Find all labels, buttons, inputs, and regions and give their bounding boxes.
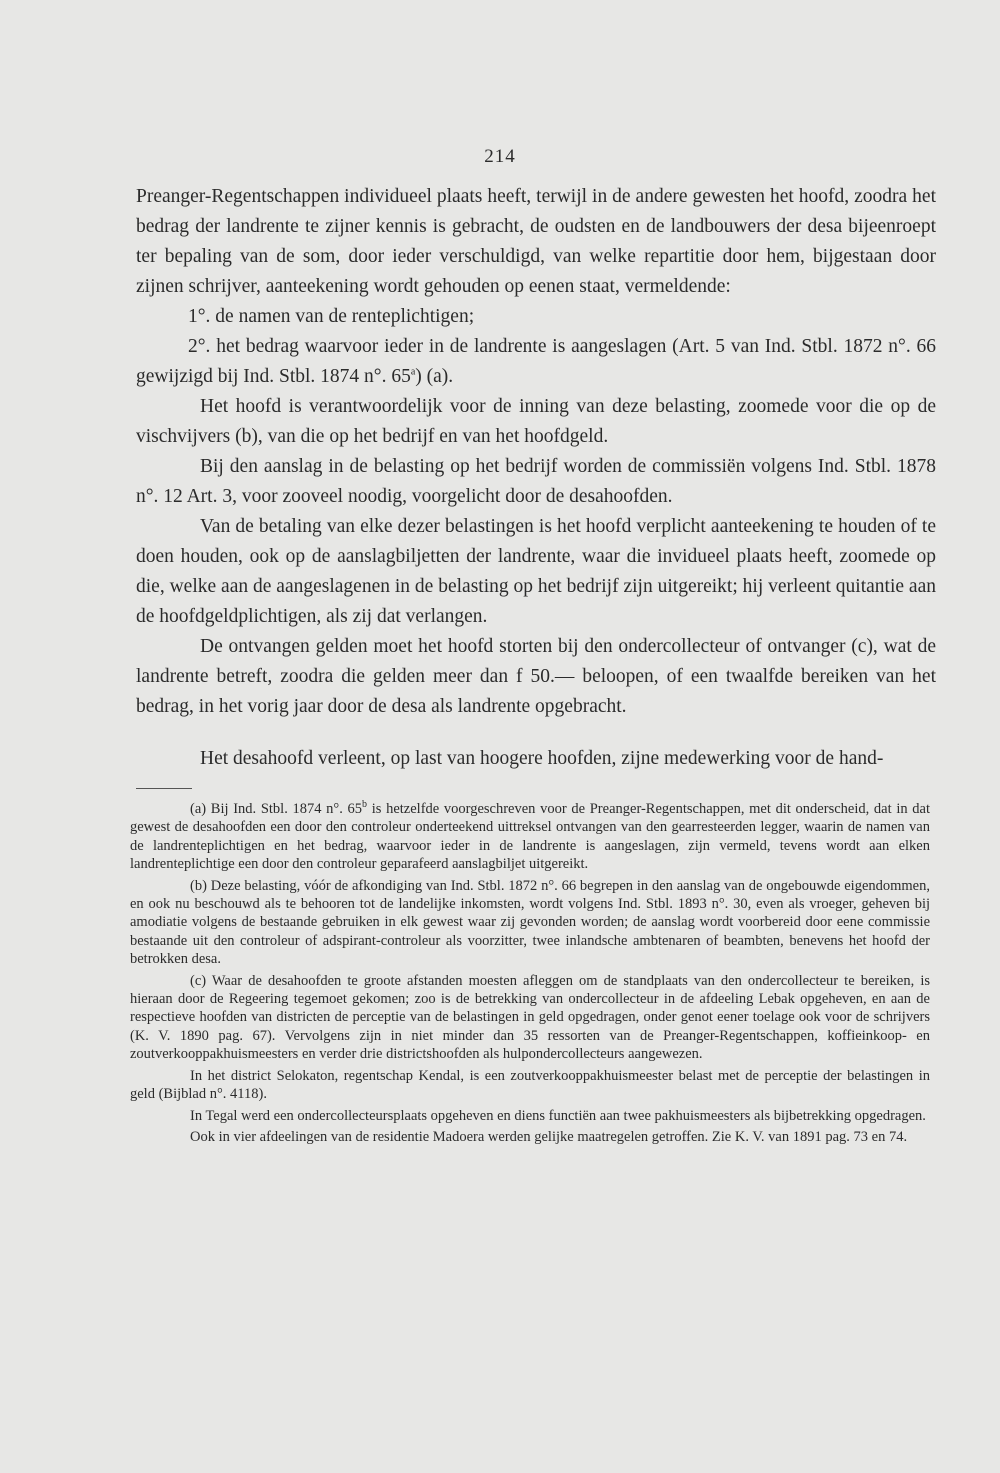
superscript: b [362,799,368,811]
paragraph-1: Preanger-Regentschappen individueel plaats heeft, terwijl in de andere gewesten het hoofd, zoodra het bedrag der landrente te zijner kennis is gebracht, de oudsten en de landbouwers der desa bijeenroept ter bepaling van de som, door ieder verschuldigd, van welke repartitie door hem, bijgestaan door zijnen schrijver, aanteekening wordt gehouden op eenen staat, vermeldende: [136,186,936,297]
footnote-f: Ook in vier afdeelingen van de residentie Madoera werden gelijke maatregelen getroffen. Zie K. V. van 1891 pag. 73 en 74. [190,1128,908,1145]
list-item-1: 1°. de namen van de renteplichtigen; [188,306,475,327]
lower-text [136,744,936,774]
list-item-2 [136,332,936,392]
page-number: 214 [484,146,516,167]
footnote-rule [136,788,192,789]
list-item-2-text: 2°. het bedrag waarvoor ieder in de landrente is aangeslagen (Art. 5 van Ind. Stbl. 1872 n°. 66 gewijzigd bij Ind. Stbl. 1874 n°. 65 [136,336,936,387]
list-item-2-end: ) (a). [415,366,454,387]
footnote-c: (c) Waar de desahoofden te groote afstanden moesten afleggen om de standplaats van den ondercollecteur te bereiken, is hieraan door de Regeering tegemoet gekomen; zoo is de betrekking van ondercollecteur in de afdeeling Lebak opgeheven, en aan de respectieve hoofden van districten de perceptie van de belastingen in geld opgedragen, onder genot eener toelage ook voor de schrijvers (K. V. 1890 pag. 67). Vervolgens zijn in niet minder dan 35 ressorten van de Preanger-Regentschappen, koffieinkoop- en zoutverkooppakhuismeesters en verder drie districtshoofden als hulpondercollecteurs aangewezen. [130,972,930,1063]
footnote-a [130,800,930,874]
footnote-a-text: (a) Bij Ind. Stbl. 1874 n°. 65 [190,801,363,817]
footnote-e: In Tegal werd een ondercollecteursplaats opgeheven en diens functiën aan twee pakhuismeesters als bijbetrekking opgedragen. [190,1107,926,1124]
footnotes [130,800,930,1146]
footnote-b: (b) Deze belasting, vóór de afkondiging van Ind. Stbl. 1872 n°. 66 begrepen in den aanslag van de ongebouwde eigendommen, en ook nu beschouwd als te behooren tot de landelijke inkomsten, wordt volgens Ind. Stbl. 1893 n°. 30, even als vroeger, geheven bij amodiatie volgens de bestaande gebruiken in elk gewest waar zij gevonden worden; de aanslag wordt voorbereid door eene commissie bestaande uit den controleur of adspirant-controleur als voorzitter, twee inlandsche ambtenaren of beambten, benevens het hoofd der betrokken desa. [130,877,930,968]
footnote-a-rest: is hetzelfde voorgeschreven voor de Preanger-Regentschappen, met dit onderscheid, dat in dat gewest de desahoofden een door den controleur onderteekend uittreksel ontvangen van den gearresteerden legger, waarin de namen van de landrenteplichtigen en het bedrag, waarvoor ieder in de landrente is aangeslagen, zijn vermeld, tevens wordt aan elken landrenteplichtige een door den controleur geparafeerd aanslagbiljet uitgereikt. [130,801,930,873]
paragraph-6: Het desahoofd verleent, op last van hoogere hoofden, zijne medewerking voor de hand- [200,748,884,769]
main-text [136,182,936,722]
footnote-d: In het district Selokaton, regentschap Kendal, is een zoutverkooppakhuismeester belast met de perceptie der belastingen in geld (Bijblad n°. 4118). [130,1067,930,1103]
paragraph-3: Bij den aanslag in de belasting op het bedrijf worden de commissiën volgens Ind. Stbl. 1878 n°. 12 Art. 3, voor zooveel noodig, voorgelicht door de desahoofden. [136,456,936,507]
superscript: a [410,366,416,378]
paragraph-2: Het hoofd is verantwoordelijk voor de inning van deze belasting, zoomede voor die op de vischvijvers (b), van die op het bedrijf en van het hoofdgeld. [136,396,936,447]
paragraph-5: De ontvangen gelden moet het hoofd storten bij den ondercollecteur of ontvanger (c), wat de landrente betreft, zoodra die gelden meer dan f 50.— beloopen, of een twaalfde bereiken van het bedrag, in het vorig jaar door de desa als landrente opgebracht. [136,636,936,717]
paragraph-4: Van de betaling van elke dezer belastingen is het hoofd verplicht aanteekening te houden of te doen houden, ook op de aanslagbiljetten der landrente, waar die invidueel plaats heeft, zoomede op die, welke aan de aangeslagenen in de belasting op het bedrijf zijn uitgereikt; hij verleent quitantie aan de hoofdgeldplichtigen, als zij dat verlangen. [136,516,936,627]
